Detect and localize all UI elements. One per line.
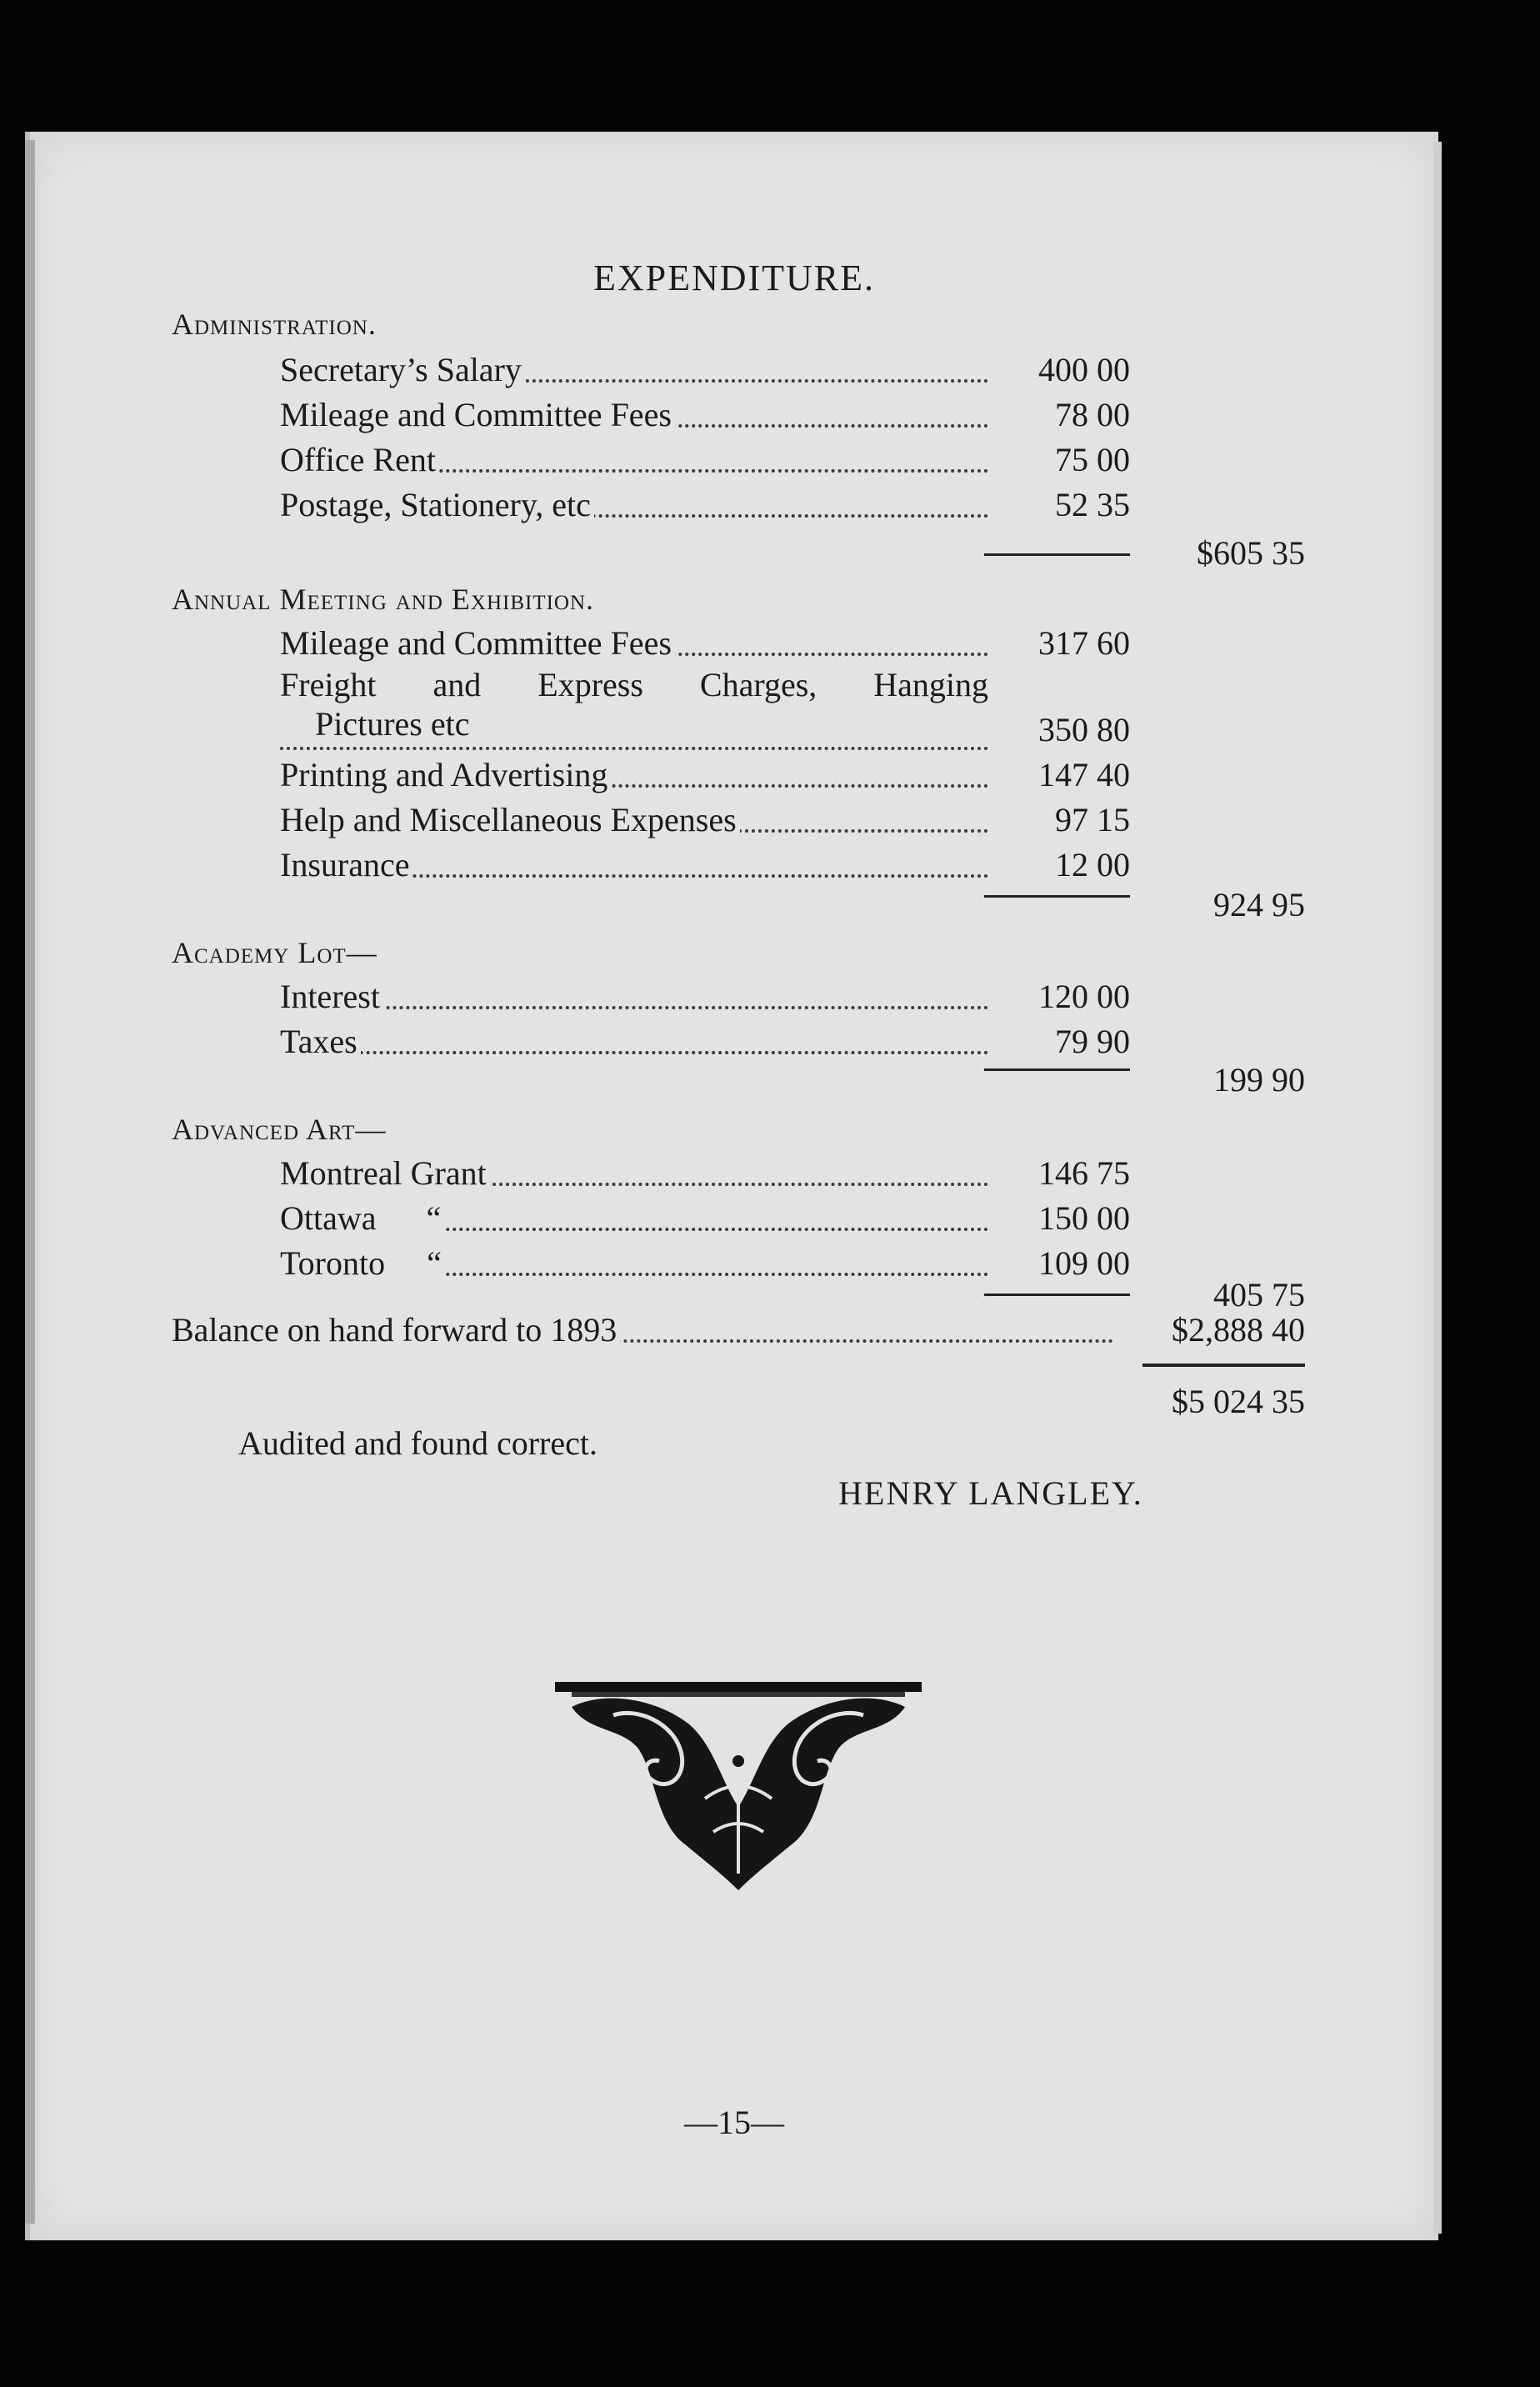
line-item-label: Postage, Stationery, etc <box>280 485 988 524</box>
subtotal-rule <box>984 895 1130 898</box>
grand-total-rule <box>1142 1364 1305 1367</box>
line-item-amount: 52 35 <box>1055 486 1130 523</box>
line-item-label: Office Rent <box>280 440 988 479</box>
line-item-label: Insurance <box>280 845 988 884</box>
line-item-amount: 12 00 <box>1055 846 1130 883</box>
line-item-amount: 147 40 <box>1038 756 1130 793</box>
line-item-label: Interest <box>280 977 988 1016</box>
section-total: 199 90 <box>1213 1061 1305 1098</box>
line-item-amount: 400 00 <box>1038 351 1130 388</box>
page-title: EXPENDITURE. <box>592 258 876 298</box>
section-total: 405 75 <box>1213 1276 1305 1314</box>
line-item-label: Toronto “ <box>280 1244 988 1283</box>
line-item-label: Help and Miscellaneous Expenses <box>280 800 988 839</box>
ornament-icon <box>555 1682 922 1899</box>
line-item-label: Taxes <box>280 1022 988 1061</box>
section-heading-academy-lot: Academy Lot— <box>172 936 378 969</box>
grand-total: $5 024 35 <box>1172 1383 1305 1420</box>
page-spine <box>25 140 35 2224</box>
line-item-label: Secretary’s Salary <box>280 350 988 389</box>
page-number: —15— <box>684 2104 784 2141</box>
balance-amount: $2,888 40 <box>1172 1311 1305 1349</box>
line-item-amount: 109 00 <box>1038 1244 1130 1282</box>
line-item-amount: 350 80 <box>1038 711 1130 748</box>
signature: HENRY LANGLEY. <box>838 1474 1143 1512</box>
line-item-amount: 317 60 <box>1038 624 1130 662</box>
line-item-label: Ottawa “ <box>280 1199 988 1238</box>
section-heading-administration: Administration. <box>172 308 377 341</box>
subtotal-rule <box>984 1294 1130 1296</box>
line-item-amount: 120 00 <box>1038 978 1130 1015</box>
line-item-label: Freight and Express Charges, Hanging Pictures etc <box>280 665 988 757</box>
audit-statement: Audited and found correct. <box>238 1424 598 1462</box>
section-total: $605 35 <box>1197 534 1305 572</box>
section-total: 924 95 <box>1213 886 1305 923</box>
line-item-amount: 78 00 <box>1055 396 1130 433</box>
document-page <box>25 132 1438 2240</box>
line-item-label: Montreal Grant <box>280 1153 988 1193</box>
line-item-amount: 75 00 <box>1055 441 1130 478</box>
subtotal-rule <box>984 553 1130 556</box>
line-item-label: Printing and Advertising <box>280 755 988 794</box>
line-item-amount: 146 75 <box>1038 1154 1130 1192</box>
page-edge <box>1433 142 1442 2234</box>
line-item-label: Mileage and Committee Fees <box>280 395 988 434</box>
balance-label: Balance on hand forward to 1893 <box>172 1310 1113 1349</box>
line-item-label: Mileage and Committee Fees <box>280 623 988 663</box>
line-item-amount: 97 15 <box>1055 801 1130 838</box>
subtotal-rule <box>984 1068 1130 1071</box>
line-item-amount: 150 00 <box>1038 1199 1130 1237</box>
line-item-amount: 79 90 <box>1055 1023 1130 1060</box>
section-heading-annual-meeting: Annual Meeting and Exhibition. <box>172 583 595 616</box>
section-heading-advanced-art: Advanced Art— <box>172 1113 387 1146</box>
